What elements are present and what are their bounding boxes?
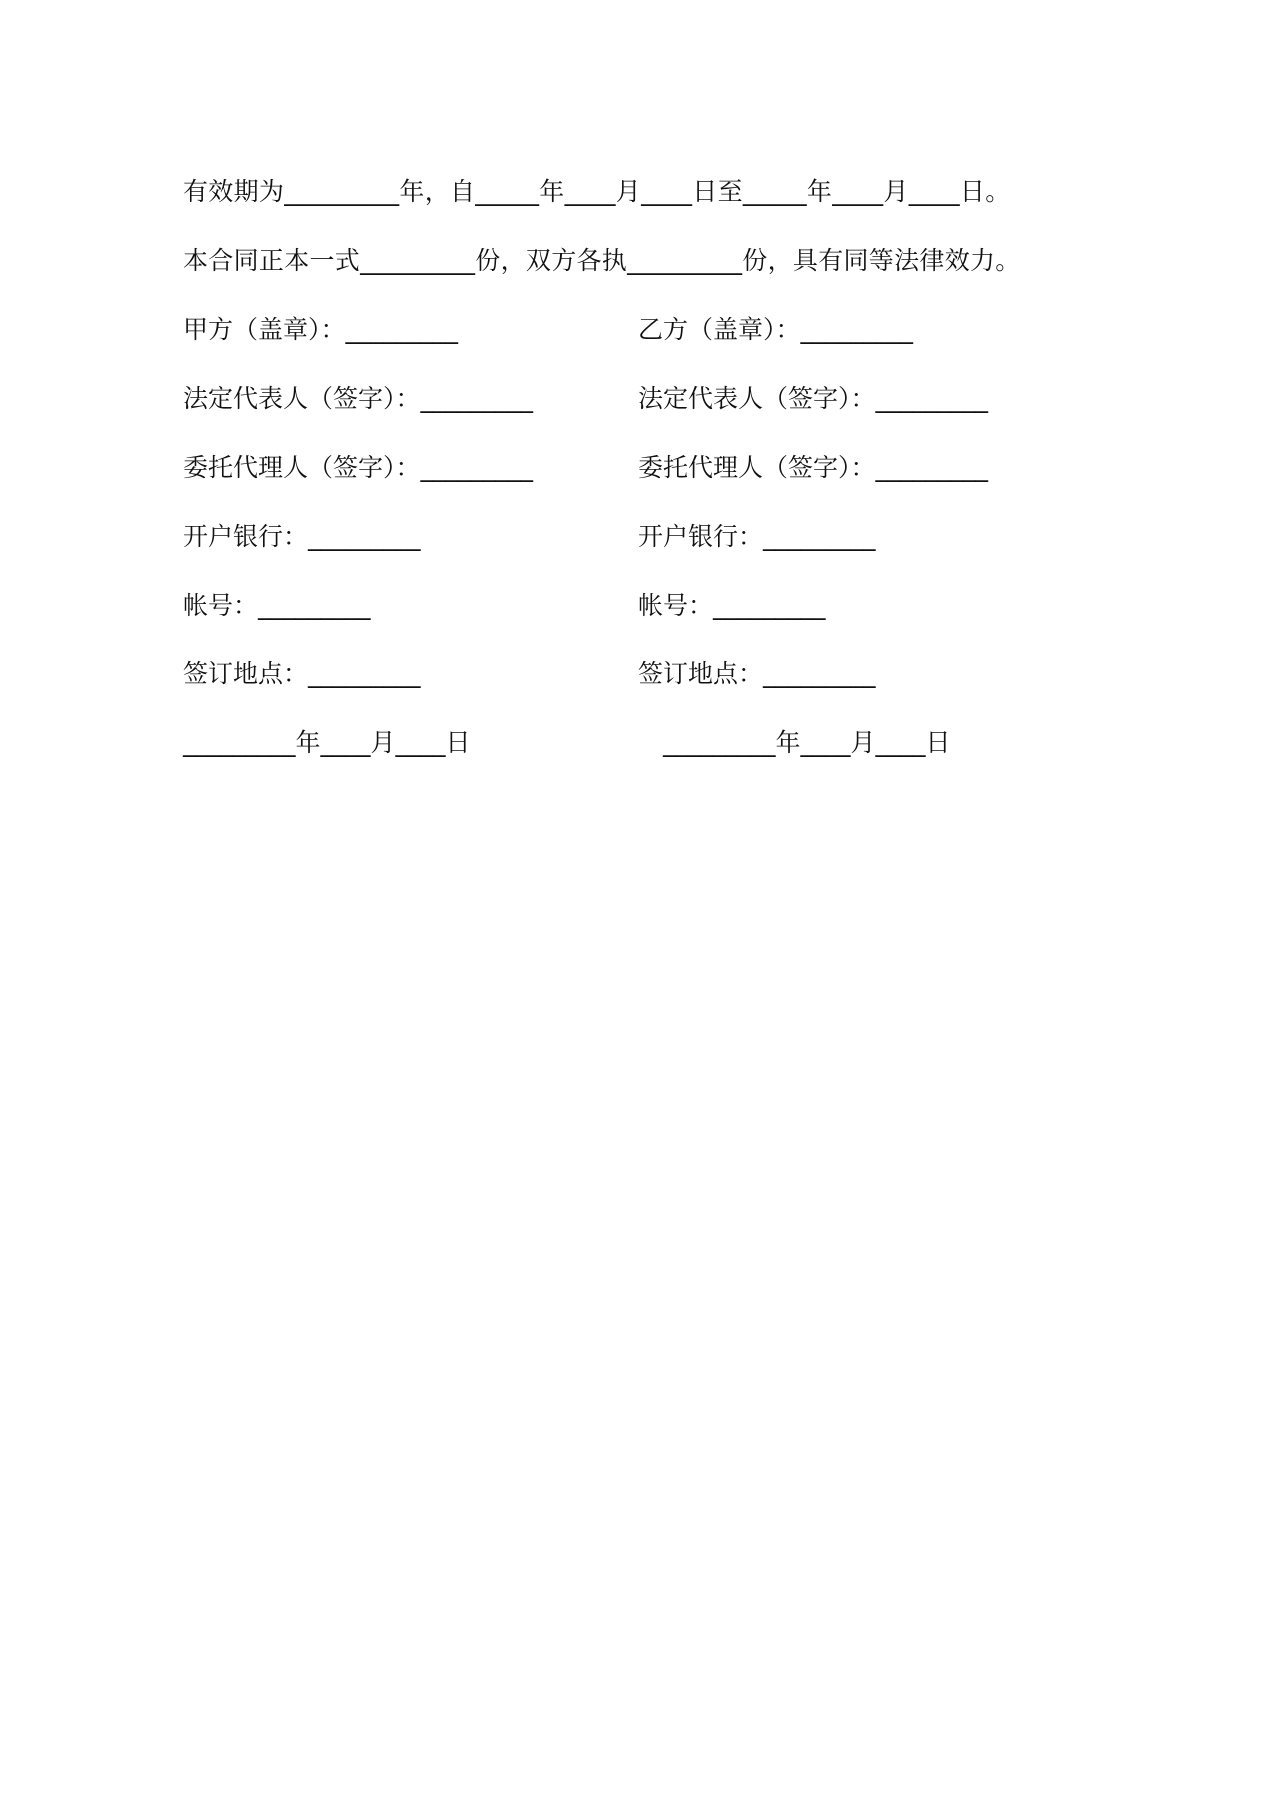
date-row — [183, 725, 1083, 761]
party-b-legal-rep: 法定代表人（签字）：_________ — [638, 384, 989, 413]
agent-row — [183, 450, 1083, 486]
place-row — [183, 656, 1083, 692]
party-b-date: _________年____月____日 — [663, 728, 951, 757]
bank-row — [183, 519, 1083, 555]
party-a-account: 帐号：_________ — [183, 591, 371, 620]
party-a-seal: 甲方（盖章）：_________ — [183, 315, 459, 344]
party-a-agent: 委托代理人（签字）：_________ — [183, 453, 534, 482]
seal-row — [183, 312, 1083, 348]
account-row — [183, 588, 1083, 624]
party-b-agent: 委托代理人（签字）：_________ — [638, 453, 989, 482]
party-a-bank: 开户银行：_________ — [183, 522, 421, 551]
party-a-place: 签订地点：_________ — [183, 659, 421, 688]
party-b-bank: 开户银行：_________ — [638, 522, 876, 551]
party-b-place: 签订地点：_________ — [638, 659, 876, 688]
party-a-legal-rep: 法定代表人（签字）：_________ — [183, 384, 534, 413]
validity-period-line: 有效期为_________年，自_____年____月____日至_____年____月____日。 — [183, 177, 1011, 206]
party-b-account: 帐号：_________ — [638, 591, 826, 620]
party-a-date: _________年____月____日 — [183, 728, 471, 757]
party-b-seal: 乙方（盖章）：_________ — [638, 315, 914, 344]
legal-rep-row — [183, 381, 1083, 417]
copies-line: 本合同正本一式_________份，双方各执_________份，具有同等法律效力。 — [183, 246, 1021, 275]
